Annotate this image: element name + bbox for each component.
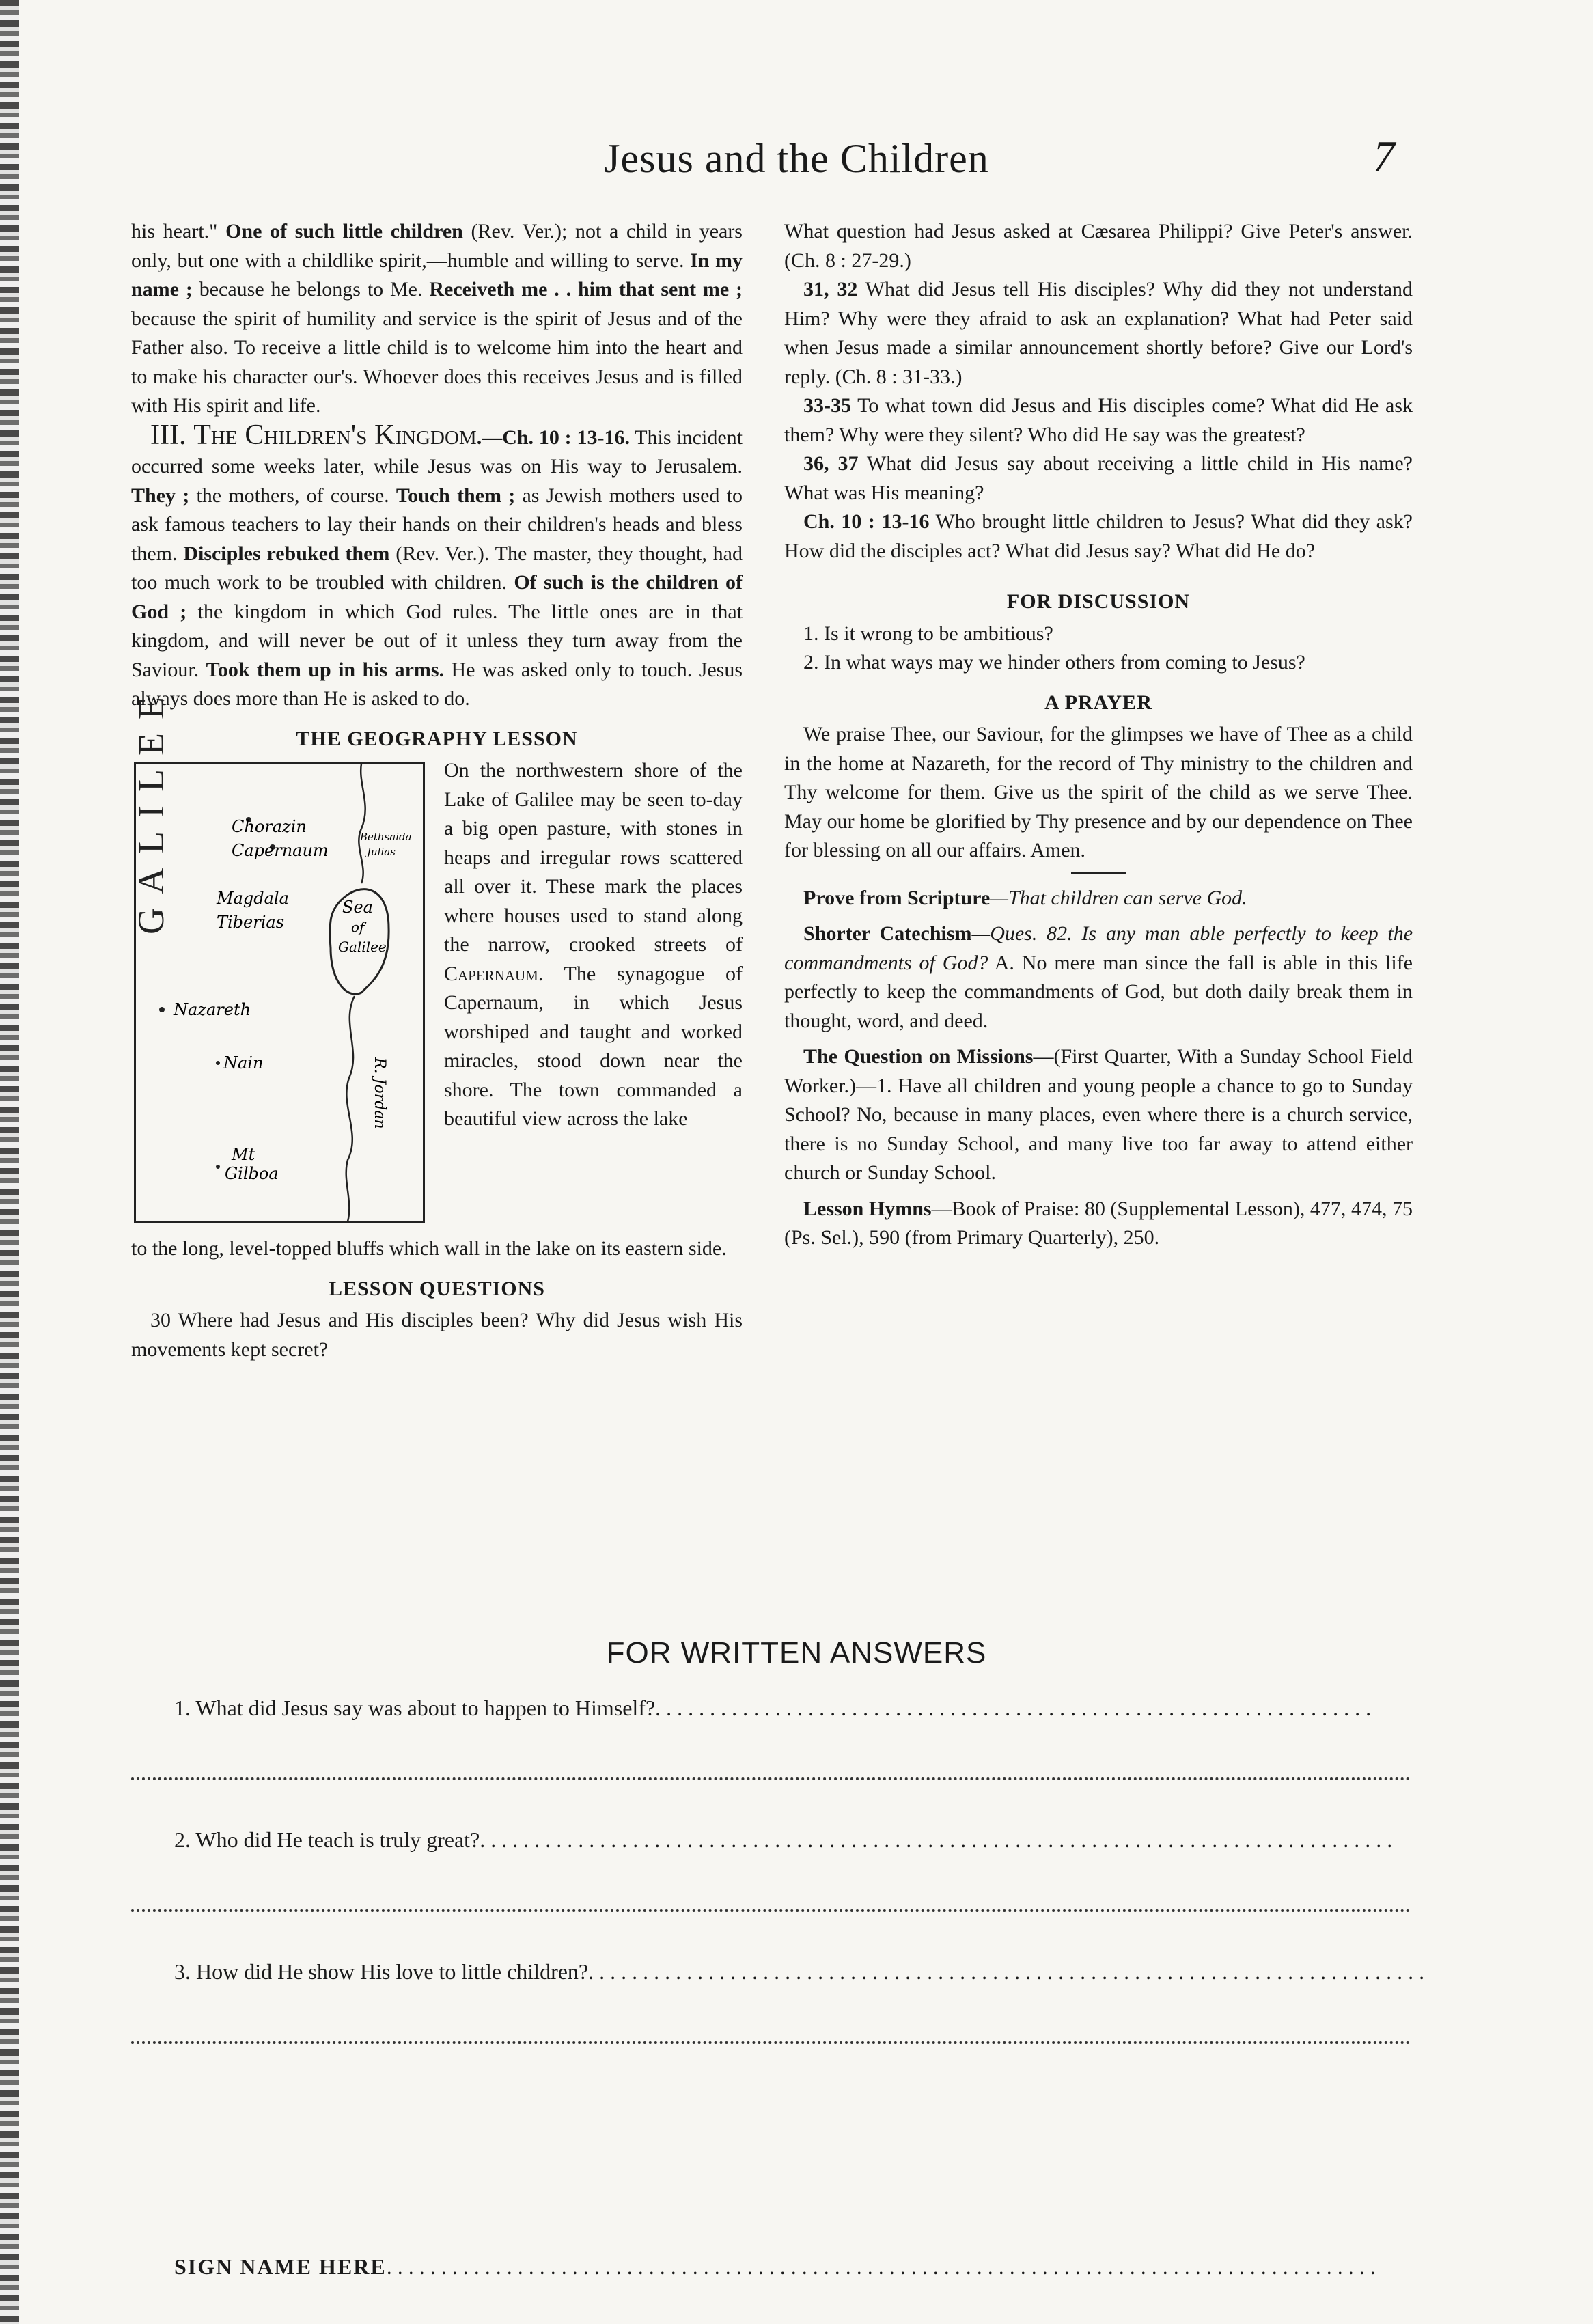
map-label-galilee: GALILEE — [130, 683, 171, 935]
written-question-1[interactable]: 1. What did Jesus say was about to happen to Himself?. . . . . . . . . . . . . . . . . . . . . . . . . . . . . . . . . . . . . . . . . . . . . . . . . . . . . . . . . . . . . . . . . . — [174, 1696, 1372, 1720]
question-ch10: Ch. 10 : 13-16 Who brought little children to Jesus? What did they ask? How did the disciples act? What did Jesus say? What did He do? — [784, 510, 1413, 562]
map-label-chorazin: Chorazin — [232, 817, 307, 836]
lesson-hymns: Lesson Hymns—Book of Praise: 80 (Supplemental Lesson), 477, 474, 75 (Ps. Sel.), 590 (from Primary Quarterly), 250. — [784, 1197, 1413, 1249]
discussion-heading: FOR DISCUSSION — [1006, 590, 1191, 613]
answer-line-1[interactable] — [131, 1771, 1411, 1780]
prove-from-scripture: Prove from Scripture—That children can serve God. — [803, 886, 1247, 909]
geography-heading: THE GEOGRAPHY LESSON — [296, 727, 578, 750]
geography-text: On the northwestern shore of the Lake of Galilee may be seen to-day a big open pasture, with stones in heaps and irregular rows scattered all over it. These mark the places where houses used to stand along the narrow, crooked streets of Capernaum. The synagogue of Capernaum, in which Jesus worshiped and taught and worked miracles, stood down near the shore. The town commanded a beautiful view across the lake — [444, 759, 743, 1130]
coast-line — [359, 764, 365, 883]
question-31-32: 31, 32 What did Jesus tell His disciples? Why did they not understand Him? Why were they afraid to ask an explanation? What had Peter said when Jesus made a similar announcement shortly before? Give our Lord's reply. (Ch. 8 : 31-33.) — [784, 278, 1413, 388]
map-drawing — [130, 683, 423, 1221]
map-label-sea-galilee: Galilee — [338, 939, 387, 955]
map-label-jordan: R. Jordan — [371, 1057, 388, 1129]
question-30-continued: What question had Jesus asked at Cæsarea Philippi? Give Peter's answer. (Ch. 8 : 27-29.) — [784, 220, 1413, 272]
page-title: Jesus and the Children — [604, 136, 989, 181]
prayer-heading: A PRAYER — [1044, 691, 1152, 714]
map-label-capernaum: Capernaum — [232, 841, 329, 860]
map-label-mt: Mt — [232, 1145, 255, 1164]
question-on-missions: The Question on Missions—(First Quarter, With a Sunday School Field Worker.)—1. Have all children and young people a chance to go to Sunday School? No, because in many places, even where there is a church service, there is no Sunday School, and many live too far away to attend either church or Sunday School. — [784, 1045, 1413, 1184]
written-question-2[interactable]: 2. Who did He teach is truly great?. . . . . . . . . . . . . . . . . . . . . . . . . . . . . . . . . . . . . . . . . . . . . . . . . . . . . . . . . . . . . . . . . . . . . . . . . . . . . . . . . . . . — [174, 1827, 1393, 1852]
map-label-nazareth: Nazareth — [174, 1000, 251, 1019]
nain-dot — [216, 1061, 220, 1065]
written-question-3[interactable]: 3. How did He show His love to little children?. . . . . . . . . . . . . . . . . . . . . . . . . . . . . . . . . . . . . . . . . . . . . . . . . . . . . . . . . . . . . . . . . . . . . . . . . . . . . — [174, 1959, 1425, 1984]
answer-line-3[interactable] — [131, 2034, 1411, 2044]
discussion-item-2: 2. In what ways may we hinder others from coming to Jesus? — [803, 651, 1305, 674]
question-30: 30 Where had Jesus and His disciples been? Why did Jesus wish His movements kept secret? — [131, 1309, 743, 1361]
discussion-item-1: 1. Is it wrong to be ambitious? — [803, 622, 1053, 645]
prayer-text: We praise Thee, our Saviour, for the glimpses we have of Thee as a child in the home at Nazareth, for the record of Thy ministry to the children and Thy welcome for them. Give us the spirit of the child as we serve Thee. May our home be glorified by Thy presence and by our dependence on Thee for blessing on all our affairs. Amen. — [784, 723, 1413, 861]
paragraph-childrens-kingdom: III. The Children's Kingdom.—Ch. 10 : 13-16. This incident occurred some weeks later, while Jesus was on His way to Jerusalem. They ; the mothers, of course. Touch them ; as Jewish mothers used to ask famous teachers to lay their hands on their children's heads and bless them. Disciples rebuked them (Rev. Ver.). The master, they thought, had too much work to be troubled with children. Of such is the children of God ; the kingdom in which God rules. The little ones are in that kingdom, and will never be out of it unless they turn away from the Saviour. Took them up in his arms. He was asked only to touch. Jesus always does more than He is asked to do. — [131, 419, 743, 710]
map-label-nain: Nain — [223, 1053, 264, 1073]
question-36-37: 36, 37 What did Jesus say about receiving a little child in His name? What was His meaning? — [784, 452, 1413, 504]
galilee-map — [130, 683, 425, 1223]
right-column — [784, 217, 1413, 1253]
question-33-35: 33-35 To what town did Jesus and His disciples come? What did He ask them? Why were they silent? Who did He say was the greatest? — [784, 394, 1413, 446]
page-number: 7 — [1373, 132, 1395, 180]
geography-tail: to the long, level-topped bluffs which wall in the lake on its eastern side. — [131, 1237, 727, 1260]
sign-name-field[interactable]: SIGN NAME HERE. . . . . . . . . . . . . . . . . . . . . . . . . . . . . . . . . . . . . . . . . . . . . . . . . . . . . . . . . . . . . . . . . . . . . . . . . . . . . . . . . . . . . . . . . . . — [174, 2254, 1376, 2279]
map-label-of: of — [351, 919, 365, 935]
lesson-questions-heading: LESSON QUESTIONS — [329, 1277, 545, 1300]
divider — [1071, 872, 1126, 874]
answer-line-2[interactable] — [131, 1903, 1411, 1912]
map-label-tiberias: Tiberias — [217, 913, 285, 932]
left-column — [131, 217, 743, 1364]
book-binding-edge — [0, 0, 19, 2324]
jordan-river — [346, 996, 355, 1221]
map-label-magdala: Magdala — [217, 889, 289, 908]
gilboa-dot — [216, 1165, 220, 1169]
map-label-sea: Sea — [342, 898, 373, 917]
written-answers-heading: FOR WRITTEN ANSWERS — [606, 1636, 987, 1670]
map-label-julias: Julias — [367, 846, 396, 858]
map-label-gilboa: Gilboa — [225, 1164, 279, 1183]
nazareth-dot — [159, 1007, 165, 1012]
shorter-catechism: Shorter Catechism—Ques. 82. Is any man able perfectly to keep the commandments of God? A. No mere man since the fall is able in this life perfectly to keep the commandments of God, but doth daily break them in thought, word, and deed. — [784, 922, 1413, 1032]
map-label-bethsaida: Bethsaida — [360, 831, 412, 843]
paragraph-heart: his heart." One of such little children (Rev. Ver.); not a child in years only, but one with a childlike spirit,—humble and willing to serve. In my name ; because he belongs to Me. Receiveth me . . him that sent me ; because the spirit of humility and service is the spirit of Jesus and of the Father also. To receive a little child is to welcome him into the heart and to make his character our's. Whoever does this receives Jesus and is filled with His spirit and life. — [131, 220, 743, 417]
